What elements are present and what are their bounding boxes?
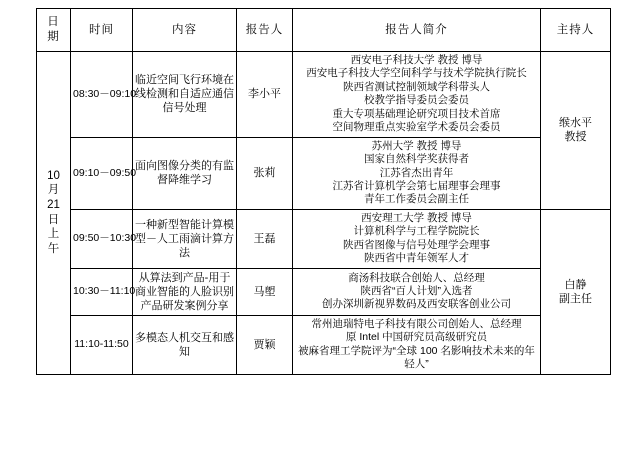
bio-line: 江苏省杰出青年 [379, 166, 454, 179]
bio-line: 空间物理重点实验室学术委员会委员 [332, 121, 501, 134]
row-speaker: 贾颖 [237, 315, 293, 374]
schedule-table [36, 8, 611, 375]
bio-line: 青年工作委员会副主任 [364, 193, 469, 206]
column-header-bio: 报告人简介 [293, 9, 541, 52]
bio-line: 计算机科学与工程学院院长 [353, 225, 480, 238]
bio-line: 创办深圳新视界数码及西安联客创业公司 [322, 298, 511, 311]
table-row [37, 268, 611, 315]
bio-line: 西安电子科技大学 教授 博导 [350, 54, 483, 66]
bio-line: 被麻省理工学院评为“全球 100 名影响技术未来的年轻人” [298, 344, 535, 371]
bio-line: 重大专项基础理论研究项目技术首席 [332, 107, 501, 120]
bio-line: 原 Intel 中国研究员高级研究员 [345, 331, 488, 344]
host-cell: 白静 副主任 [541, 209, 611, 374]
row-bio [293, 268, 541, 315]
row-bio [293, 209, 541, 268]
row-time: 11:10-11:50 [71, 315, 133, 374]
bio-line: 西安电子科技大学空间科学与技术学院执行院长 [306, 67, 527, 80]
host-cell: 缑水平 教授 [541, 52, 611, 210]
row-time: 09:50－10:30 [71, 209, 133, 268]
column-header-date: 日 期 [37, 9, 71, 52]
row-speaker: 张莉 [237, 137, 293, 209]
column-header-topic: 内容 [133, 9, 237, 52]
row-speaker: 王磊 [237, 209, 293, 268]
row-time: 09:10－09:50 [71, 137, 133, 209]
bio-line: 商汤科技联合创始人、总经理 [348, 271, 485, 284]
table-row [37, 52, 611, 138]
bio-line: 西安理工大学 教授 博导 [361, 211, 472, 224]
bio-line: 常州迪瑞特电子科技有限公司创始人、总经理 [311, 317, 522, 330]
row-bio [293, 52, 541, 138]
table-row [37, 209, 611, 268]
row-bio [293, 137, 541, 209]
row-time: 10:30－11:10 [71, 268, 133, 315]
column-header-host: 主持人 [541, 9, 611, 52]
bio-line: 陕西省测试控制领域学科带头人 [343, 80, 490, 93]
row-speaker: 李小平 [237, 52, 293, 138]
table-row [37, 315, 611, 374]
bio-line: 国家自然科学奖获得者 [364, 153, 469, 166]
row-bio [293, 315, 541, 374]
row-topic: 一种新型智能计算模型－人工雨滴计算方法 [133, 209, 237, 268]
row-speaker: 马塱 [237, 268, 293, 315]
bio-line: 陕西省图像与信号处理学会理事 [343, 238, 490, 251]
row-time: 08:30－09:10 [71, 52, 133, 138]
table-row [37, 137, 611, 209]
row-topic: 面向图像分类的有监督降维学习 [133, 137, 237, 209]
row-topic: 临近空间飞行环境在线检测和自适应通信信号处理 [133, 52, 237, 138]
bio-line: 校教学指导委员会委员 [364, 94, 469, 107]
bio-line: 陕西省“百人计划”入选者 [360, 284, 473, 297]
bio-line: 江苏省计算机学会第七届理事会理事 [332, 179, 501, 192]
bio-line: 陕西省中青年领军人才 [364, 252, 469, 265]
column-header-speaker: 报告人 [237, 9, 293, 52]
row-topic: 从算法到产品-用于商业智能的人脸识别产品研发案例分享 [133, 268, 237, 315]
header-row [37, 9, 611, 52]
column-header-time: 时间 [71, 9, 133, 52]
table-body [37, 52, 611, 375]
date-group-cell: 10 月 21 日 上 午 [37, 52, 71, 375]
table-header [37, 9, 611, 52]
bio-line: 苏州大学 教授 博导 [371, 139, 462, 152]
row-topic: 多模态人机交互和感知 [133, 315, 237, 374]
